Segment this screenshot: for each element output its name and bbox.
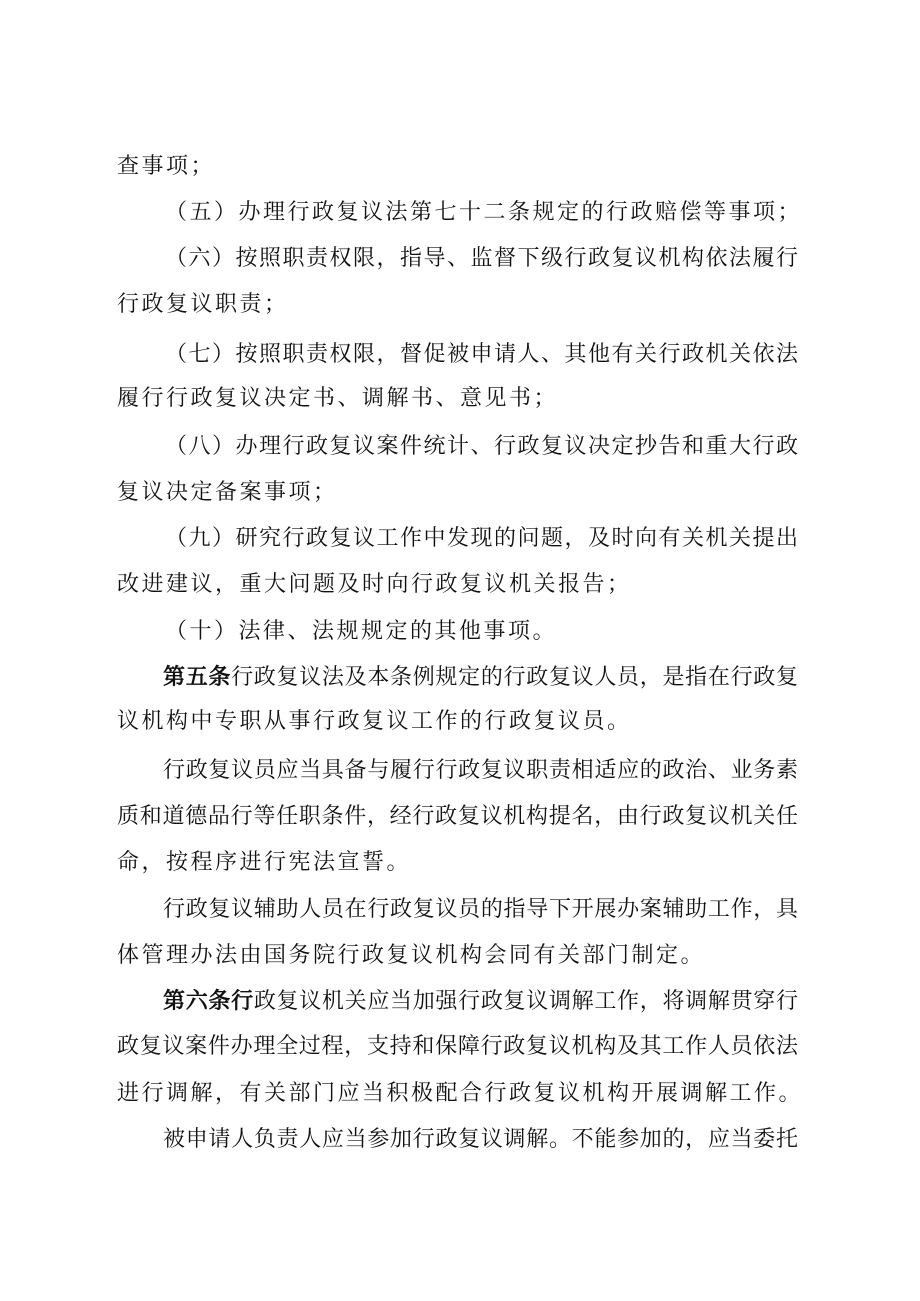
text-line-20 <box>117 1032 798 1062</box>
line-text: 政复议案件办理全过程，支持和保障行政复议机构及其工作人员依法 <box>117 1034 798 1059</box>
line-text: 查事项； <box>117 154 216 179</box>
line-text: 政复议机关应当加强行政复议调解工作，将调解贯穿行 <box>253 989 798 1014</box>
text-line-14 <box>163 756 798 786</box>
text-line-3 <box>165 244 798 274</box>
line-text: （七）按照职责权限，督促被申请人、其他有关行政机关依法 <box>165 342 798 367</box>
text-line-2 <box>165 198 802 228</box>
text-line-11 <box>165 617 557 647</box>
line-text: （八）办理行政复议案件统计、行政复议决定抄告和重大行政 <box>165 434 798 459</box>
text-line-1 <box>117 152 215 182</box>
line-text: 改进建议，重大问题及时向行政复议机关报告； <box>117 572 632 597</box>
line-text: 命，按程序进行宪法宣誓。 <box>117 850 412 875</box>
line-text: 进行调解，有关部门应当积极配合行政复议机构开展调解工作。 <box>117 1081 804 1106</box>
text-line-10 <box>117 570 632 600</box>
text-line-12 <box>163 663 798 693</box>
line-text: （九）研究行政复议工作中发现的问题，及时向有关机关提出 <box>165 526 798 551</box>
text-line-5 <box>165 340 798 370</box>
line-text: （五）办理行政复议法第七十二条规定的行政赔偿等事项； <box>165 200 803 225</box>
line-text: 议机构中专职从事行政复议工作的行政复议员。 <box>117 709 632 734</box>
text-line-21 <box>117 1079 803 1109</box>
line-text: 被申请人负责人应当参加行政复议调解。不能参加的，应当委托 <box>163 1127 798 1152</box>
text-line-13 <box>117 707 632 737</box>
article-number: 第六条行 <box>163 989 254 1014</box>
line-text: 体管理办法由国务院行政复议机构会同有关部门制定。 <box>117 943 706 968</box>
text-line-22 <box>163 1125 798 1155</box>
line-text: 复议决定备案事项； <box>117 480 338 505</box>
line-text: 行政复议员应当具备与履行行政复议职责相适应的政治、业务素 <box>163 758 798 783</box>
text-line-9 <box>165 524 798 554</box>
line-text: 履行行政复议决定书、调解书、意见书； <box>117 386 559 411</box>
text-line-17 <box>163 895 798 925</box>
text-line-7 <box>165 432 798 462</box>
text-line-16 <box>117 848 411 878</box>
line-text: 行政复议法及本条例规定的行政复议人员，是指在行政复 <box>231 665 798 690</box>
line-text: 行政复议职责； <box>117 292 289 317</box>
article-number: 第五条 <box>163 665 232 690</box>
text-line-8 <box>117 478 338 508</box>
line-text: （六）按照职责权限，指导、监督下级行政复议机构依法履行 <box>165 246 798 271</box>
text-line-19 <box>163 987 798 1017</box>
line-text: 质和道德品行等任职条件，经行政复议机构提名，由行政复议机关任 <box>117 804 798 829</box>
text-line-4 <box>117 290 289 320</box>
line-text: （十）法律、法规规定的其他事项。 <box>165 619 558 644</box>
text-line-18 <box>117 941 705 971</box>
text-line-15 <box>117 802 798 832</box>
text-line-6 <box>117 384 558 414</box>
line-text: 行政复议辅助人员在行政复议员的指导下开展办案辅助工作，具 <box>163 897 798 922</box>
